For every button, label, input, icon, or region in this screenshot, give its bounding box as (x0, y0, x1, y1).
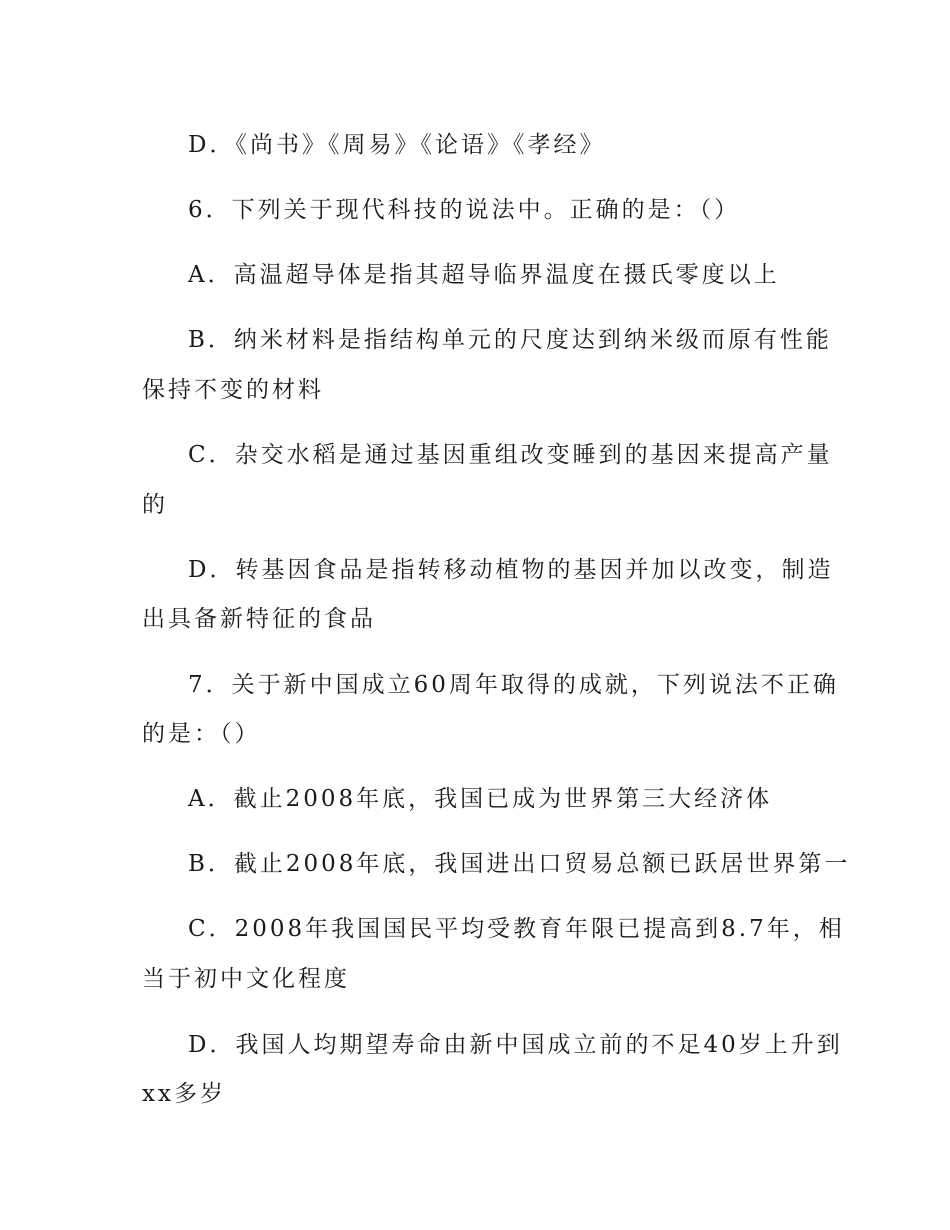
option-d-q7: D．我国人均期望寿命由新中国成立前的不足40岁上升到 (188, 1032, 843, 1058)
option-c-q7: C．2008年我国国民平均受教育年限已提高到8.7年，相 (188, 916, 845, 942)
option-c-q6: C．杂交水稻是通过基因重组改变睡到的基因来提高产量 (188, 442, 833, 468)
option-b-q7: B．截止2008年底，我国进出口贸易总额已跃居世界第一 (188, 851, 851, 877)
option-d-q6: D．转基因食品是指转移动植物的基因并加以改变，制造 (188, 557, 834, 583)
question-7-cont: 的是：（） (142, 721, 261, 747)
option-a-q7: A．截止2008年底，我国已成为世界第三大经济体 (188, 786, 773, 812)
option-a-q6: A．高温超导体是指其超导临界温度在摄氏零度以上 (188, 262, 780, 288)
option-d-q6-cont: 出具备新特征的食品 (142, 606, 376, 632)
option-d-q5: D．《尚书》《周易》《论语》《孝经》 (188, 132, 606, 158)
question-7: 7．关于新中国成立60周年取得的成就，下列说法不正确 (188, 672, 839, 698)
option-b-q6: B．纳米材料是指结构单元的尺度达到纳米级而原有性能 (188, 327, 832, 353)
option-c-q6-cont: 的 (142, 492, 168, 518)
option-d-q7-cont: xx多岁 (142, 1081, 226, 1107)
option-c-q7-cont: 当于初中文化程度 (142, 966, 350, 992)
option-b-q6-cont: 保持不变的材料 (142, 377, 324, 403)
question-6: 6．下列关于现代科技的说法中。正确的是：（） (188, 197, 741, 223)
